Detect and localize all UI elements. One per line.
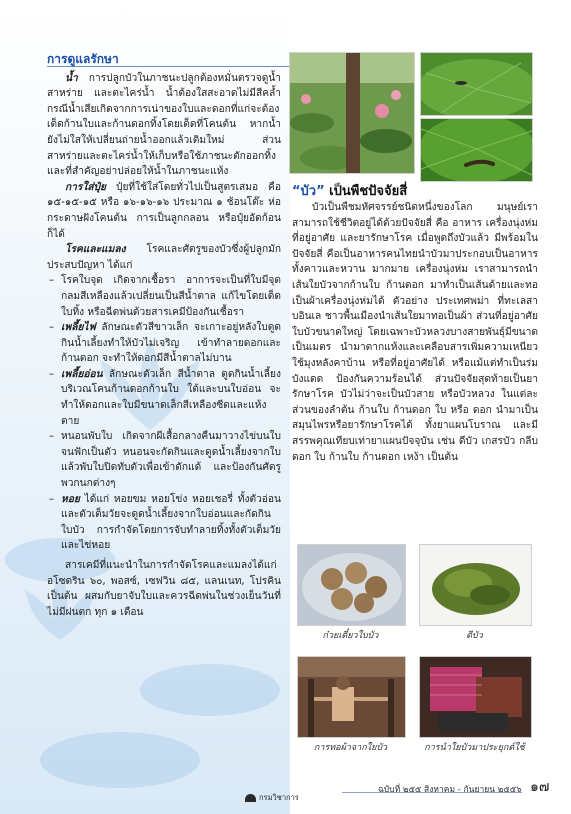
food-image [298, 545, 405, 625]
fertilizer-paragraph [47, 180, 281, 242]
pests-lead: โรคและแมลง [65, 244, 126, 256]
water-text: การปลูกบัวในภาชนะปลูกต้องหมั่นตรวจดูน้ำสาหร่าย และตะไคร่น้ำ น้ำต้องใสสะอาดไม่มีสีคล้ำ กรณีน้ำเสียเกิดจากการเน่าของใบและดอกที่แก่จะต้องเด็ดก้านใบและก้านดอกทิ้งโดยเด็ดที่โคนต้น หากน้ำยังไม่ใสให้เปลี่ยนถ่ายน้ำออกแล้วเติมใหม่ ส่วนสาหร่ายและตะไคร่น้ำให้เก็บหรือใช้ภาชนะตักออกทิ้ง และที่สำคัญอย่าปล่อยให้น้ำในภาชนะแห้ง [47, 72, 281, 178]
right-article-body [292, 200, 538, 465]
pests-paragraph [47, 242, 281, 273]
pest-lead: หอย [61, 493, 80, 505]
food-photo [297, 544, 406, 626]
right-body-text: บัวเป็นพืชมหัศจรรย์ชนิดหนึ่งของโลก มนุษย์เราสามารถใช้ชีวิตอยู่ได้ด้วยปัจจัยสี่ คือ อาหาร เครื่องนุ่งห่ม ที่อยู่อาศัย และยารักษาโรค เมื่อพูดถึงบัวแล้ว มีพร้อมในปัจจัยสี่ คือเป็นอาหารคนไทยนำบัวมาประกอบเป็นอาหารทั้งคาวและหวาน มากมาย เครื่องนุ่งห่ม เราสามารถนำเส้นใยบัวจากก้านใบ ก้านดอก มาทำเป็นเส้นด้ายและทอเป็นผ้าเครื่องนุ่งห่มได้ ตัวอย่าง ประเทศพม่า ที่ทะเลสาบอินเล ชาวพื้นเมืองนำเส้นใยมาทอเป็นผ้า ส่วนที่อยู่อาศัยใบบัวขนาดใหญ่ โดยเฉพาะบัวหลวงบางสายพันธุ์มีขนาดเป็นเมตร นำมาตากแห้งและเคลือบสารเพิ่มความเหนียวใช้มุงหลังคาบ้าน หรือที่อยู่อาศัยได้ หรือแม้แต่ทำเป็นร่มบังแดด ป้องกันความร้อนได้ ส่วนปัจจัยสุดท้ายเป็นยารักษาโรค บัวไม่ว่าจะเป็นบัวสาย หรือบัวหลวง ในแต่ละส่วนของลำต้น ก้านใบ ก้านดอก ใบ หรือ ดอก นำมาเป็นสมุนไพรหรือยารักษาโรคได้ ทั้งยาแผนโบราณ และมีสรรพคุณเทียบเท่ายาแผนปัจจุบัน เช่น ดีบัว เกสรบัว กลีบดอก ใบ ก้านใบ ก้านดอก เหง้า เป็นต้น [292, 202, 538, 463]
herb-caption: ดีบัว [466, 631, 483, 641]
logo-icon [245, 794, 256, 802]
right-article-title [292, 180, 407, 201]
page-number: ๑๗ [530, 779, 550, 795]
pest-text: โรคใบจุด เกิดจากเชื้อรา อาการจะเป็นที่ใบมีจุดกลมสีเหลืองแล้วเปลี่ยนเป็นสีน้ำตาล แก้ไขโดยเด็ดใบทิ้ง หรือฉีดพ่นด้วยสารเคมีป้องกันเชื้อรา [61, 275, 281, 318]
left-column [47, 52, 281, 620]
publisher-logo [245, 792, 299, 804]
title-rest: เป็นพืชปัจจัยสี่ [324, 184, 408, 199]
weaving-caption: การทอผ้าจากใยบัว [313, 743, 388, 753]
herb-image [420, 545, 531, 625]
list-item [47, 367, 281, 429]
fertilizer-text: ปุ๋ยที่ใช้ใส่โดยทั่วไปเป็นสูตรเสมอ คือ ๑๕-๑๕-๑๕ หรือ ๑๖-๑๖-๑๖ ประมาณ ๑ ช้อนโต๊ะ ห่อกระดาษฝังโคนต้น การเป็นลูกกลอน หรือปุ๋ยอัดก้อนก็ได้ [47, 181, 281, 240]
lotus-leaf-photo [420, 52, 533, 116]
herb-photo [419, 544, 532, 626]
weaving-image [298, 657, 405, 737]
pest-list [47, 273, 281, 554]
list-item [47, 320, 281, 367]
title-quoted-word: “บัว” [292, 184, 325, 199]
pests-text: โรคและศัตรูของบัวซึ่งผู้ปลูกมักประสบปัญหา ได้แก่ [47, 244, 281, 271]
fabric-photo [419, 656, 532, 738]
issue-info: ฉบับที่ ๒๕๕ สิงหาคม - กันยายน ๒๕๕๖ [378, 785, 522, 795]
lotus-pond-photo [289, 52, 415, 174]
logo-text: กรมวิชาการ [259, 793, 299, 802]
lotus-leaf-image [421, 53, 532, 115]
pest-text: หนอนพับใบ เกิดจากผีเสื้อกลางคืนมาวางไข่บนใบจนฟักเป็นตัว หนอนจะกัดกินและดูดน้ำเลี้ยงจากใบแล้วพับใบปิดทับตัวเพื่อเข้าดักแด้ และป้องกันศัตรูพวกนกต่างๆ [61, 431, 281, 490]
caterpillar-leaf-photo [420, 118, 533, 182]
fabric-image [420, 657, 531, 737]
caterpillar-leaf-image [421, 119, 532, 181]
list-item [47, 429, 281, 491]
pest-text: ลักษณะตัวเล็ก สีน้ำตาล ดูดกินน้ำเลี้ยงบริเวณโคนก้านดอกก้านใบ ใต้และบนใบอ่อน จะทำให้ดอกและใบมีขนาดเล็กสีเหลืองซีดและแห้งตาย [61, 368, 281, 427]
section-heading: การดูแลรักษา [47, 52, 119, 66]
chemicals-paragraph: สารเคมีที่แนะนำในการกำจัดโรคและแมลงได้แก่ อโซดริน ๖๐, พอสซ์, เซฟวิน ๘๕, แลนเนท, โปรคิน เป็นต้น ผสมกับยาจับใบและควรฉีดพ่นในช่วงเย็นวันที่ไม่มีฝนตก ทุก ๑ เดือน [47, 560, 281, 618]
food-caption: ก๋วยเตี๋ยวใบบัว [322, 631, 379, 641]
fabric-caption: การนำใยบัวมาประยุกต์ใช้ [424, 743, 525, 753]
water-lead: น้ำ [65, 72, 78, 84]
water-paragraph [47, 71, 281, 180]
pest-lead: เพลี้ยไฟ [61, 322, 96, 334]
fertilizer-lead: การใส่ปุ๋ย [65, 181, 106, 193]
weaving-photo [297, 656, 406, 738]
list-item [47, 492, 281, 554]
pest-text: ลักษณะตัวสีขาวเล็ก จะเกาะอยู่หลังใบดูดกินน้ำเลี้ยงทำให้บัวไม่เจริญ เข้าทำลายดอกและก้านดอก จะทำให้ดอกมีสีน้ำตาลไม่บาน [61, 322, 281, 365]
pest-lead: เพลี้ยอ่อน [61, 368, 103, 380]
list-item [47, 273, 281, 320]
lotus-pond-image [290, 53, 414, 173]
pest-text: ได้แก่ หอยขม หอยโข่ง หอยเชอรี่ ทั้งตัวอ่อนและตัวเต็มวัยจะดูดน้ำเลี้ยงจากใบอ่อนและกัดกินใบบัว การกำจัดโดยการจับทำลายทิ้งทั้งตัวเต็มวัยและไข่หอย [61, 493, 281, 552]
